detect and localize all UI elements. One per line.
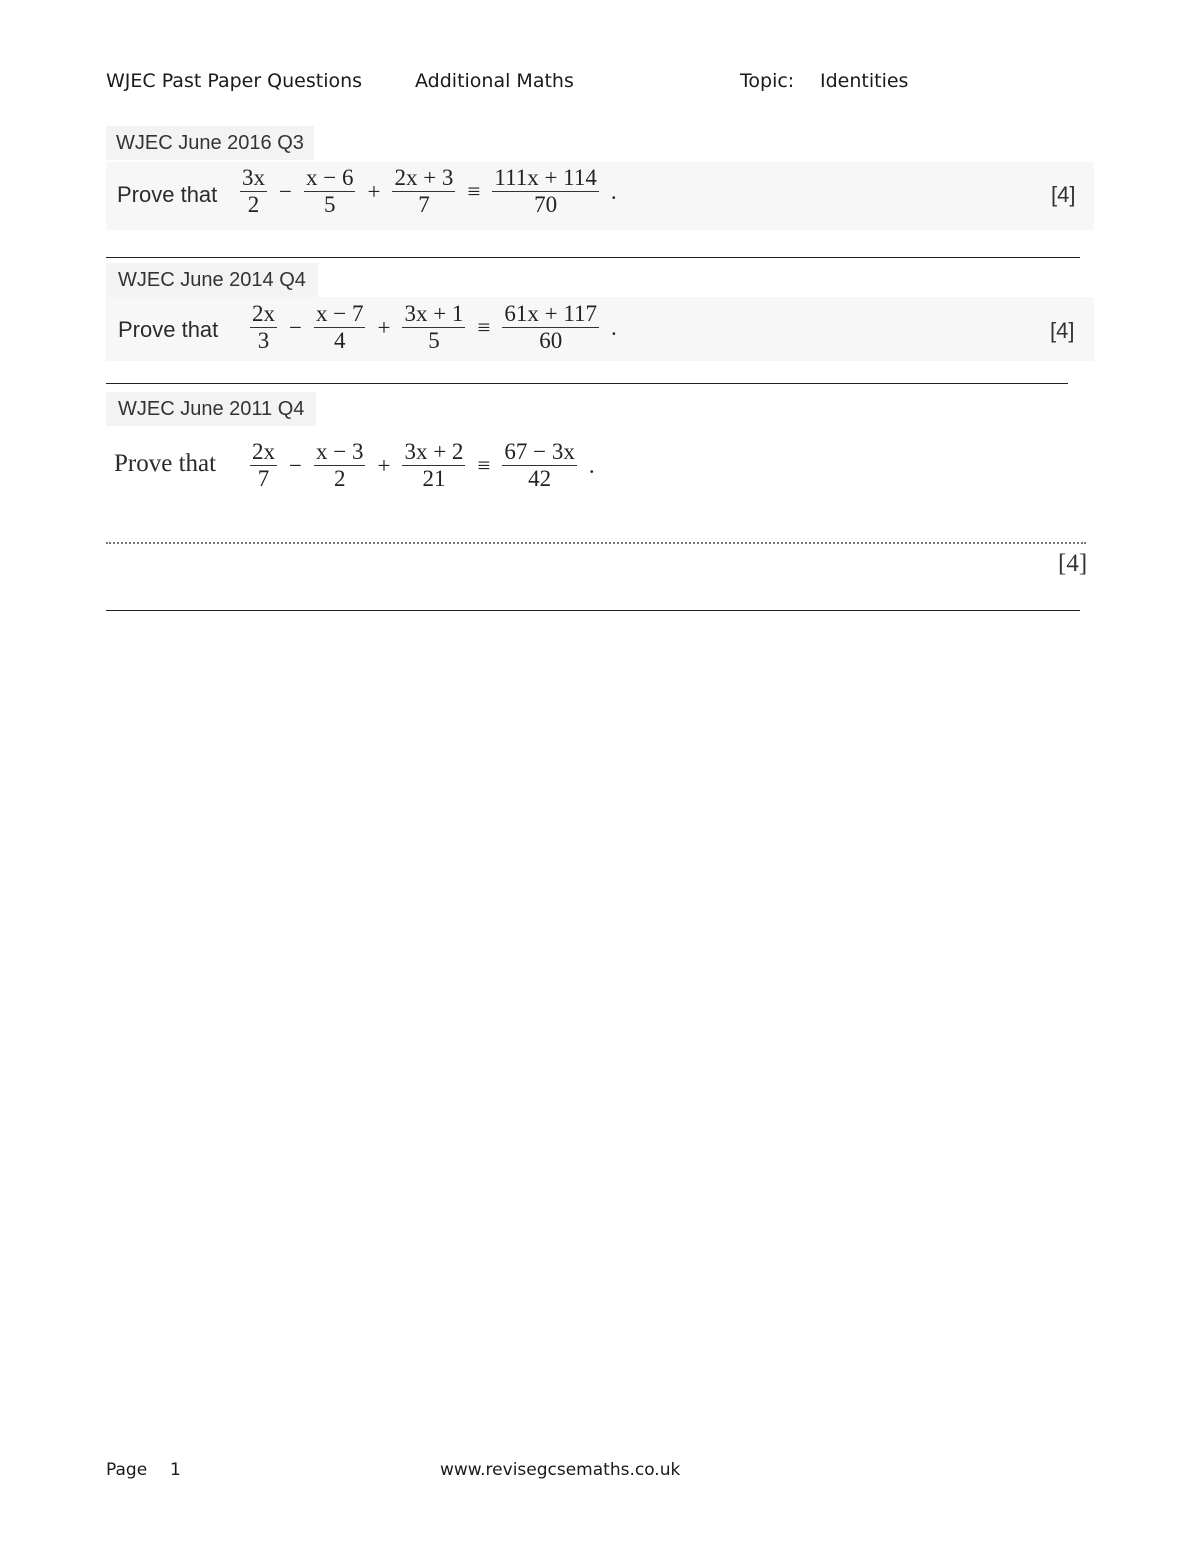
fraction (240, 166, 267, 217)
denominator: 7 (257, 466, 270, 491)
fraction (402, 440, 465, 491)
full-stop: . (610, 178, 617, 204)
question-prompt: Prove that (114, 450, 217, 477)
fraction (304, 166, 355, 217)
denominator: 4 (333, 328, 346, 353)
fraction (392, 166, 455, 217)
header-title: WJEC Past Paper Questions (106, 70, 363, 92)
page-number: 1 (170, 1460, 181, 1480)
fraction (492, 166, 598, 217)
numerator: 67 − 3x (504, 439, 575, 464)
numerator: 3x + 1 (404, 301, 464, 326)
numerator: 2x (252, 301, 275, 326)
question-label: WJEC June 2011 Q4 (106, 392, 316, 426)
question-prompt: Prove that (117, 182, 218, 207)
fraction (250, 440, 277, 491)
identity-expression (244, 440, 601, 491)
divider-line (106, 383, 1068, 384)
question-label: WJEC June 2014 Q4 (106, 263, 318, 297)
marks: [4] (1058, 550, 1088, 577)
denominator: 7 (418, 192, 430, 217)
operator: − (289, 314, 302, 340)
denominator: 60 (539, 328, 563, 353)
marks: [4] (1051, 182, 1076, 207)
full-stop: . (611, 314, 617, 340)
numerator: x − 7 (315, 301, 364, 326)
fraction (502, 440, 576, 491)
marks: [4] (1050, 318, 1075, 343)
fraction (402, 302, 465, 353)
header-topic: Identities (820, 70, 909, 92)
operator: + (377, 314, 391, 340)
numerator: 61x + 117 (504, 301, 598, 326)
divider-line (106, 610, 1080, 611)
denominator: 42 (528, 466, 552, 491)
question-label: WJEC June 2016 Q3 (106, 126, 314, 160)
website-url: www.revisegcsemaths.co.uk (440, 1460, 681, 1480)
operator: − (289, 452, 302, 478)
denominator: 3 (257, 328, 270, 353)
question-prompt: Prove that (118, 317, 219, 342)
denominator: 5 (323, 192, 336, 217)
denominator: 2 (247, 192, 260, 217)
identity-sign: ≡ (467, 178, 481, 204)
numerator: 3x (242, 165, 265, 190)
denominator: 5 (428, 328, 440, 353)
denominator: 70 (534, 192, 558, 217)
fraction (314, 302, 365, 353)
fraction (250, 302, 277, 353)
numerator: 3x + 2 (404, 439, 464, 464)
identity-expression (234, 166, 623, 217)
operator: − (279, 178, 292, 204)
numerator: x − 6 (305, 165, 354, 190)
identity-expression (244, 302, 623, 353)
full-stop: . (588, 452, 595, 478)
fraction (502, 302, 599, 353)
divider-line (106, 257, 1080, 258)
numerator: 111x + 114 (494, 165, 597, 190)
answer-line (106, 542, 1086, 544)
header-subject: Additional Maths (415, 70, 574, 92)
page-label: Page (106, 1460, 148, 1480)
header-topic-label: Topic: (740, 70, 795, 92)
numerator: x − 3 (315, 439, 364, 464)
identity-sign: ≡ (477, 314, 491, 340)
denominator: 2 (333, 466, 346, 491)
operator: + (377, 452, 391, 478)
denominator: 21 (422, 466, 446, 491)
operator: + (367, 178, 381, 204)
identity-sign: ≡ (477, 452, 491, 478)
fraction (314, 440, 365, 491)
numerator: 2x (252, 439, 275, 464)
numerator: 2x + 3 (394, 165, 454, 190)
page-header (106, 70, 1096, 100)
